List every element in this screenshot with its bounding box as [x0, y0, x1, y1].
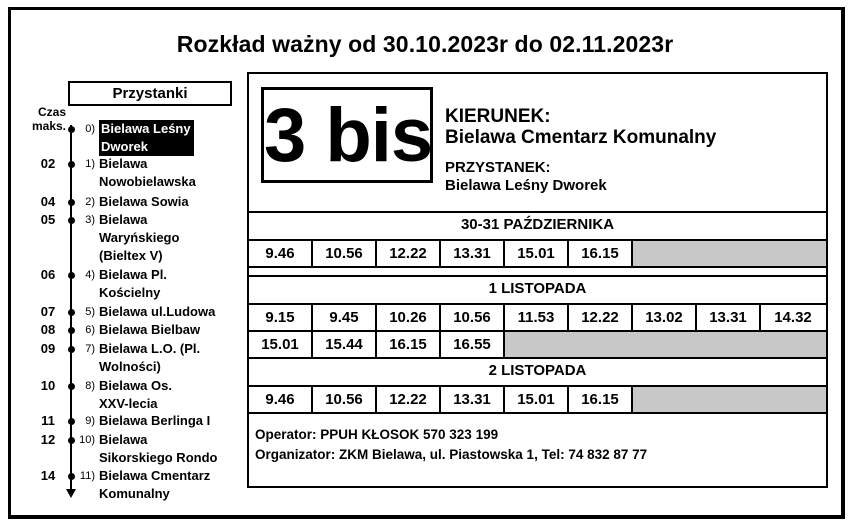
stop-name-line: Komunalny — [99, 486, 170, 501]
departure-row — [249, 387, 826, 412]
departure-time: 13.31 — [441, 241, 505, 266]
departure-time: 16.15 — [569, 241, 633, 266]
departure-time: 12.22 — [377, 241, 441, 266]
departure-time: 12.22 — [377, 387, 441, 412]
stop-max-time: 05 — [40, 212, 56, 227]
route-arrow-icon — [66, 489, 76, 498]
departure-time: 10.26 — [377, 305, 441, 330]
stop-name-line: Wolności) — [99, 359, 161, 374]
stop-name — [99, 431, 229, 467]
empty-cells — [633, 241, 826, 266]
stop-name — [99, 377, 229, 413]
stop-number: 5) — [85, 306, 95, 318]
stop-name-line: Bielawa Sowia — [99, 194, 189, 209]
stop-max-time: 04 — [40, 194, 56, 209]
departure-time: 16.15 — [377, 332, 441, 357]
stop-name — [99, 155, 229, 191]
table-divider — [247, 412, 828, 414]
stop-name-line: Bielawa — [99, 212, 148, 227]
stop-name-line: (Bieltex V) — [99, 248, 163, 263]
table-divider — [247, 357, 828, 359]
departure-time: 9.15 — [249, 305, 313, 330]
table-divider — [247, 211, 828, 213]
czas-label — [30, 105, 66, 133]
przystanek-label: PRZYSTANEK: — [445, 159, 551, 176]
stop-max-time: 11 — [41, 413, 55, 428]
departure-time: 15.44 — [313, 332, 377, 357]
stop-name-line: Bielawa Pl. — [99, 267, 167, 282]
stop-name-line: Bielawa Leśny — [101, 121, 191, 136]
stop-name-line: Kościelny — [99, 285, 161, 300]
page-title: Rozkład ważny od 30.10.2023r do 02.11.2023r — [176, 31, 674, 57]
stops-header: Przystanki — [68, 81, 232, 106]
stop-number: 9) — [85, 415, 95, 427]
departure-time: 11.53 — [505, 305, 569, 330]
stop-number: 1) — [85, 158, 95, 170]
departure-row — [249, 305, 826, 330]
departure-time: 12.22 — [569, 305, 633, 330]
table-divider — [247, 275, 828, 277]
stop-name — [99, 266, 229, 302]
departure-row — [249, 241, 826, 266]
stop-number: 10) — [79, 434, 95, 446]
stop-number: 7) — [85, 343, 95, 355]
stop-name-line: Bielawa Bielbaw — [99, 322, 201, 337]
departure-time: 13.02 — [633, 305, 697, 330]
stop-number: 4) — [85, 269, 95, 281]
stop-name — [99, 340, 229, 376]
stop-name-line: Bielawa L.O. (Pl. — [99, 341, 201, 356]
stop-name-line: XXV-lecia — [99, 396, 158, 411]
departure-time: 16.55 — [441, 332, 505, 357]
departure-time: 9.45 — [313, 305, 377, 330]
current-stop-name — [99, 120, 194, 156]
departure-time: 10.56 — [313, 241, 377, 266]
stop-name-line: Nowobielawska — [99, 174, 196, 189]
stop-name-line: Sikorskiego Rondo — [99, 450, 218, 465]
schedule-section-title: 1 LISTOPADA — [488, 280, 587, 297]
stop-name-line: Bielawa — [99, 156, 148, 171]
stop-name — [99, 211, 229, 265]
stop-name — [99, 303, 229, 321]
organizator-info: Organizator: ZKM Bielawa, ul. Piastowska 1, Tel: 74 832 87 77 — [255, 447, 648, 462]
schedule-section-title: 2 LISTOPADA — [488, 362, 587, 379]
line-number-badge: 3 bis — [261, 87, 433, 183]
stop-number: 8) — [85, 380, 95, 392]
departure-time: 9.46 — [249, 387, 313, 412]
stop-max-time: 09 — [40, 341, 56, 356]
stop-name-line: Bielawa ul.Ludowa — [99, 304, 216, 319]
schedule-section-title: 30-31 PAŹDZIERNIKA — [460, 216, 615, 233]
stop-name — [99, 193, 229, 211]
czas-label-line-2: maks. — [31, 119, 66, 133]
stop-name-line: Dworek — [101, 139, 148, 154]
stop-number: 2) — [85, 196, 95, 208]
departure-time: 13.31 — [441, 387, 505, 412]
stop-name-line: Bielawa Os. — [99, 378, 172, 393]
kierunek-label: KIERUNEK: — [445, 106, 551, 127]
stop-name — [99, 467, 229, 503]
stop-number: 11) — [79, 470, 95, 482]
stop-name-line: Bielawa Cmentarz — [99, 468, 211, 483]
stop-name-line: Bielawa — [99, 432, 148, 447]
departure-time: 14.32 — [774, 309, 812, 326]
stop-max-time: 10 — [40, 378, 56, 393]
stop-max-time: 14 — [40, 468, 56, 483]
stop-max-time: 08 — [40, 322, 56, 337]
empty-cells — [633, 387, 826, 412]
departure-time: 13.31 — [697, 305, 761, 330]
stop-max-time: 06 — [40, 267, 56, 282]
departure-time: 15.01 — [249, 332, 313, 357]
empty-cells — [505, 332, 826, 357]
departure-time: 9.46 — [249, 241, 313, 266]
departure-time: 15.01 — [505, 241, 569, 266]
stop-name — [99, 412, 229, 430]
stop-number: 6) — [85, 324, 95, 336]
stop-number: 3) — [85, 214, 95, 226]
departure-time: 10.56 — [313, 387, 377, 412]
stop-max-time: 07 — [40, 304, 56, 319]
stop-name-line: Waryńskiego — [99, 230, 180, 245]
departure-time: 15.01 — [505, 387, 569, 412]
kierunek-value: Bielawa Cmentarz Komunalny — [445, 127, 717, 148]
departure-time: 16.15 — [569, 387, 633, 412]
stop-name — [99, 321, 229, 339]
operator-info: Operator: PPUH KŁOSOK 570 323 199 — [255, 427, 499, 442]
stop-name-line: Bielawa Berlinga I — [99, 413, 211, 428]
przystanek-value: Bielawa Leśny Dworek — [445, 177, 607, 194]
stop-number: 0) — [85, 123, 95, 135]
stop-max-time: 12 — [40, 432, 56, 447]
departure-row — [249, 332, 826, 357]
stop-max-time: 02 — [40, 156, 56, 171]
departure-time: 10.56 — [441, 305, 505, 330]
czas-label-line-1: Czas — [37, 105, 66, 119]
table-divider — [247, 266, 828, 268]
